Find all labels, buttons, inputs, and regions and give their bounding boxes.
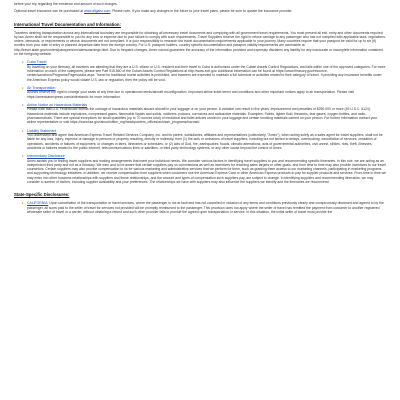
liability-statement-title[interactable]: Liability Statement [27,128,57,133]
insurance-text-end: . Please note, if you make any changes in the future to your travel plans, please be sure to update the insurance provider. [110,9,293,14]
section-body [27,60,386,82]
liability-statement-text: You understand and agree that American Express Travel Related Services Company, Inc. and its parent, subsidiaries, affiliates and representatives (collectively, "Amex"), when acting solely as a sales agent for travel suppliers, shall not be liable for any loss, injury, expense or damage to persons or property resulting, directly or indirectly, from (1) the acts or omissions of travel suppliers, including but not limited to delays, overbooking, cancellation of services, cessation of operations, accidents or failures of equipment, or changes in fares, itineraries or schedules, or (2) acts of God, fire, earthquakes, floods, climatic aberrations, acts of governmental authorities, civil unrest, strikes, riots, theft, illnesses, accidents or failures related to the public internet, telecommunications lines or satellites, or third party technology systems, or any other cause beyond the control of Amex. [27,132,383,150]
california-body: Upon cancellation of the transportation or travel services, where the passenger is not at fault and has not cancelled in violation of any terms and conditions previously clearly and conspicuously disclosed and agreed to by the passenger, all sums paid to the seller of travel for services not provided will be promptly reimbursed to the passenger. This provision does not apply where the seller of travel has remitted the payment from customer to another registered wholesale seller of travel or a carrier, without obtaining a refund and such other provider fails to provide the agreed-upon transportation or service. In this situation, the initial seller of travel must provide the [27,201,384,214]
section-cuba-travel [22,60,386,82]
air-transportation-text: Airlines reserve the right to change your seats at any time due to operational needs/aircraft reconfiguration. Important airline ticket terms and conditions and other important notices apply to air transportation. Please visit https://americanexpress.com/airlinetandc for more information. [27,90,354,99]
bullet-icon: • [22,59,24,65]
section-body [27,103,386,125]
section-body [27,86,386,99]
heading-state-specific: State-Specific Disclosures: [14,192,70,198]
bullet-icon: • [22,127,24,133]
cuba-travel-text: By traveling on your itinerary, all travelers are attesting that they are a U.S. citizen or U.S. resident and their travel to Cuba is authorized under the Cuban Assets Control Regulations, and falls within one of the approved categories. For more information on each of the categories, please see Part 515.560 of the Cuban Assets Control Regulations at http://www.ecfr.gov. Additional information can be found at https://www.treasury.gov/resource-center/sanctions/Programs/Pages/cuba.aspx. Travel for traditional tourist activities is prohibited, and travelers are expected to maintain a full schedule of activities related to their category of travel. If providing any insurance benefits under the American Express policy would violate U.S. law or regulation, then the policy will be void. [27,64,386,82]
bullet-icon: • [22,153,24,159]
intermediary-disclosure-text: Amex assists you in finding travel suppliers and making arrangements that meet your individual needs. We consider various factors in identifying travel suppliers to you and recommending specific itineraries. In this role, we are acting as an independent third party and not as a fiduciary. We earn and to be aware that certain suppliers pay us commissions as well as incentives for reaching sales targets or other goals, and from time to time may also provide incentives to our travel counselors. Certain suppliers may also provide compensation to us for various marketing and administrative services that we perform for them, such as granting them access to our marketing channels, participating in marketing programs and supporting technology initiatives. In addition, we receive compensation from suppliers when customers use the American Express Card or other American Express products to pay for supplier products and services. From time to time we may enter into other business relationships with suppliers and these relationships, and the amount and types of compensation such suppliers pay, are subject to change. In identifying suppliers and recommending itineraries, we may consider a number of factors, including supplier availability and your preferences. The relationships we have with suppliers may also influence the suppliers we identify and the itineraries we recommend. [27,158,387,185]
section-intermediary-disclosure [22,154,386,184]
section-hazardous-materials [22,103,386,125]
section-liability-statement [22,129,386,151]
hazardous-materials-title[interactable]: Airline Notice on Hazardous Materials [27,102,88,107]
bullet-icon: • [22,84,24,90]
state-item-california [22,201,386,214]
california-title[interactable]: CALIFORNIA: [27,201,49,206]
insurance-link[interactable]: www.aliganz.com [84,9,111,14]
air-transportation-title[interactable]: Air Transportation [27,85,56,90]
section-body [27,154,386,184]
insurance-text-start: Optional travel insurance can be purchased at [14,9,85,14]
heading-international-travel: International Travel Documentation and Information: [14,21,121,27]
california-text [27,201,386,214]
hazardous-materials-text: Please note that U.S. Federal law forbids the carriage of hazardous materials aboard aircraft in your luggage or on your person. A violation can result in five years' imprisonment and penalties of $250,000 or more (49 U.S.C. 5124). Hazardous materials include explosives, compressed gases, flammable liquids and solids, oxidizers, poisons, corrosives and radioactive materials. Examples: Paints, lighter fluid, fireworks, tear gases, oxygen bottles, and radio-pharmaceuticals. There are special exceptions for small quantities (up to 70 ounces total) of medicinal and toilet articles carried in your luggage and certain smoking materials carried on your person. For further information contact your airline representative or visit https://www.faa.gov/about/office_org/headquarters_offices/ash/ash_programs/hazmat/. [27,107,378,125]
section-air-transportation [22,86,386,99]
international-travel-paragraph: Travelers desiring transportation across any international boundary are responsible for obtaining all necessary travel documents and complying with all government travel requirements. You must present all exit, entry and other documents required by law. Amex shall not be responsible to you for any loss or expense due to your failure to comply with such requirements. Travel Suppliers reserve the right to refuse carriage to any passenger who has not complied with applicable laws, regulations, orders, demands, or requirements or whose documents are not compliant. It is your responsibility to research the travel documentation requirements applicable to your journey. Many countries require that your passport be valid for up to six (6) months from your date of entry or planned departure date from the foreign country. For U.S. passport holders, country specific documentation and passport validity requirements are accessible at http://travel.state.gov/content/passports/en/alertswarnings.html. Due to frequent changes, Amex cannot guarantee the accuracy of the information provided and expressly disclaims any liability for any inaccurate or incomplete information contained on the foregoing website. [14,30,386,57]
intermediary-disclosure-title[interactable]: Intermediary Disclosure [27,154,65,159]
bullet-icon: • [22,101,24,107]
cuba-travel-title[interactable]: Cuba Travel [27,60,47,65]
insurance-note [14,9,386,13]
section-body [27,129,386,151]
state-disclosure-list [22,201,386,214]
intro-line-1: before your trip regarding the existence and amount of such charges. [14,2,118,6]
bullet-icon: • [22,200,24,206]
